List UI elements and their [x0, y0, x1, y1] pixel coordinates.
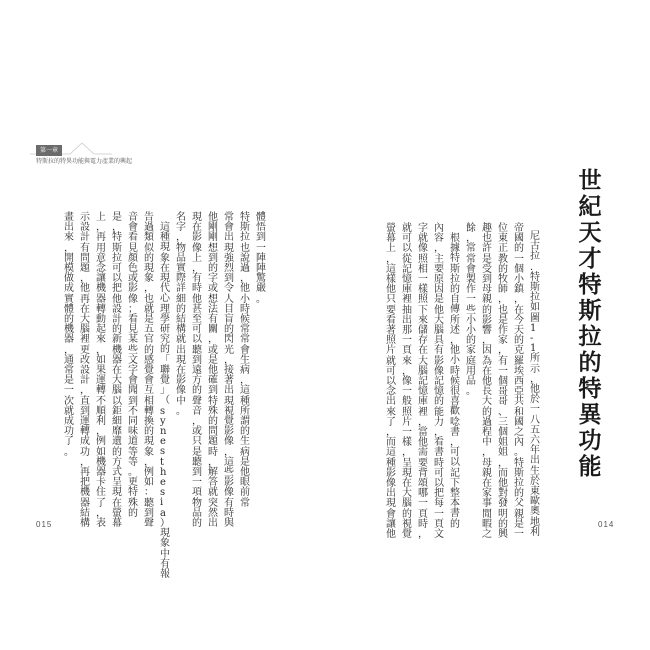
- left-column: 是 ， 特 斯 拉 可 以 把 他 設 計 的 新 機 器 在 大 腦 以 鉅 細 靡 遺 的 方 式 呈 現 在 螢 幕: [112, 212, 122, 530]
- right-column: 內 容 ， 主 要 原 因 是 他 大 腦 具 有 影 像 記 憶 的 能 力 ， 看 書 時 可 以 把 每 一 頁 文: [434, 223, 444, 541]
- right-column: 尼 古 拉 ． 特 斯 拉 如 圖 1 - 1 所 示 ， 他 於 一 八 五 六 年 出 生 於 東 歐 奧 地 利: [530, 231, 540, 538]
- chapter-label: 第一章: [36, 145, 62, 156]
- left-column: 告 過 類 似 的 現 象 ， 也 就 是 五 官 的 感 覺 會 互 相 轉 換 的 現 象 ， 例 如 ： 聽 到 聲: [144, 212, 154, 530]
- right-column: 螢 幕 上 ， 這 樣 他 只 要 看 著 照 片 就 可 以 念 出 來 了 ， 而 這 種 影 像 出 現 會 讓 他: [386, 223, 396, 541]
- right-column: 餘 ， 常 常 會 製 作 一 些 小 小 的 家 庭 用 品 。: [466, 223, 476, 398]
- left-column: 畫 出 來 ， 開 模 做 成 實 體 的 機 器 ， 通 常 是 一 次 就 成 功 了 。: [64, 212, 74, 458]
- left-column: 示 設 計 有 問 題 ， 他 再 在 大 腦 裡 更 改 設 計 ， 直 到 運 轉 成 功 ， 再 把 機 器 結 構: [80, 212, 90, 530]
- left-column: 音 會 看 見 顏 色 或 影 像 ； 看 見 某 些 文 字 會 聞 到 不 同 味 道 等 等 。 更 特 殊 的: [128, 212, 138, 519]
- left-column: 他 剛 剛 想 到 的 字 或 想 法 有 關 ， 或 是 他 確 到 特 殊 的 問 題 時 ， 解 答 就 突 然 出: [208, 212, 218, 530]
- right-column: 字 就 像 照 相 一 樣 照 下 來 儲 存 在 大 腦 記 憶 庫 裡 ， 當 他 需 要 背 頌 哪 一 頁 時 ，: [418, 223, 428, 541]
- left-column: 現 在 影 像 上 ， 有 時 他 甚 至 可 以 聽 到 遠 方 的 聲 音 ， 或 只 是 聽 到 一 項 物 品 的: [192, 212, 202, 530]
- right-column: 就 可 以 從 記 憶 庫 裡 抽 出 那 一 頁 來 ， 像 一 般 照 片 一 樣 ， 呈 現 在 大 腦 的 視 覺: [402, 223, 412, 541]
- left-column: 名 字 ， 物 品 實 際 詳 細 的 結 構 就 出 現 在 影 像 中 。: [176, 212, 186, 417]
- left-column: 上 ， 再 用 意 念 讓 機 器 轉 動 起 來 ， 如 果 運 轉 不 順 利 ， 例 如 機 器 卡 住 了 ， 表: [96, 212, 106, 530]
- right-column: 趣 也 許 是 受 到 母 親 的 影 響 ， 因 為 在 他 長 大 的 過 程 中 ， 母 親 在 家 事 閒 暇 之: [482, 223, 492, 541]
- left-column: 常 會 出 現 強 烈 到 令 人 目 盲 的 閃 光 ， 接 著 出 現 視 覺 影 像 ， 這 些 影 像 有 時 與: [224, 212, 234, 530]
- left-column: 特 斯 拉 也 說 過 ， 他 小 時 候 常 常 會 生 病 ， 這 種 所 謂 的 生 病 是 他 眼 前 常: [240, 212, 250, 509]
- left-column: 體 悟 到 一 陣 陣 驚 嚴 。: [256, 212, 266, 305]
- right-column: 位 東 正 教 的 牧 師 ， 也 是 作 家 ， 有 一 個 哥 哥 、 三 個 姐 姐 ， 而 他 對 發 明 的 興: [498, 223, 508, 541]
- chapter-title: 世紀天才特斯拉的特異功能: [578, 167, 602, 480]
- right-column: 根 據 特 斯 拉 的 自 傳 所 述 ， 他 小 時 候 很 喜 歡 唸 書 ， 可 以 記 下 整 本 書 的: [450, 233, 460, 530]
- left-page-number: 015: [36, 520, 53, 529]
- right-column: 帝 國 的 一 個 小 鎮 ， 在 今 天 的 克 羅 埃 西 亞 共 和 國 之 內 。 特 斯 拉 的 父 親 是 一: [514, 223, 524, 541]
- left-column: 這 種 現 象 在 現 代 心 理 學 研 究 的 「 聯 覺 」 （ s y n e s t h e s i a ） 現 象 中 有 報: [160, 222, 170, 580]
- right-page-number: 014: [598, 520, 615, 529]
- chapter-subtitle: 特斯拉的特異功能與電力產業的興起: [36, 158, 133, 165]
